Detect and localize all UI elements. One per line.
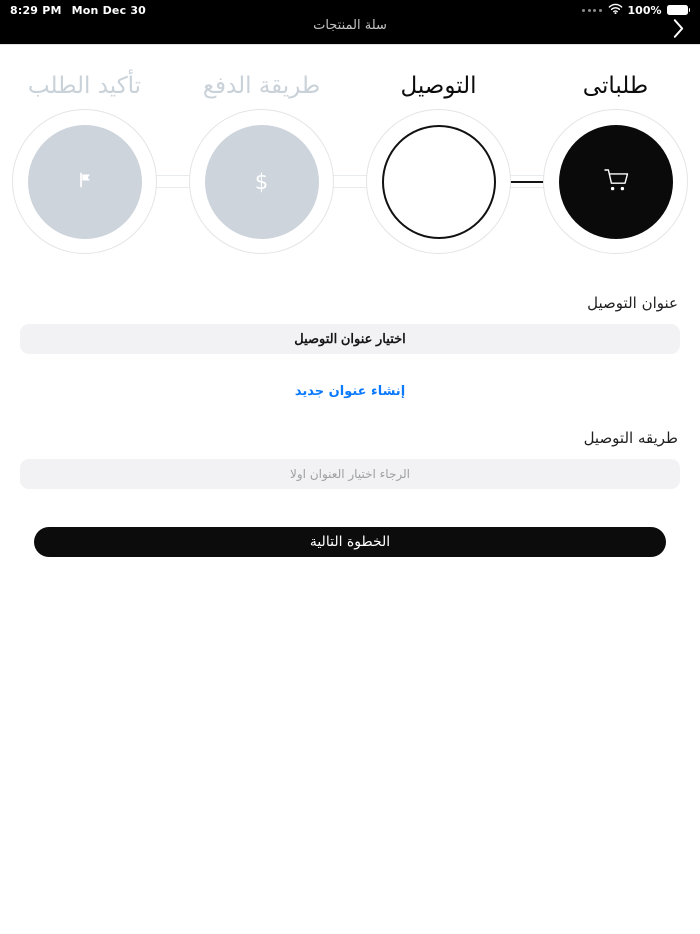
delivery-method-field — [20, 459, 680, 489]
battery-icon — [667, 5, 691, 15]
step-payment-method-circle — [205, 125, 319, 239]
delivery-method-label: طريقه التوصيل — [583, 429, 678, 447]
choose-address-button[interactable] — [20, 324, 680, 354]
choose-address-button-label: اختيار عنوان التوصيل — [294, 331, 406, 346]
step-my-orders[interactable] — [543, 63, 688, 254]
step-confirm-order-ring — [12, 109, 157, 254]
cellular-signal-icon — [582, 9, 602, 12]
status-indicators — [582, 3, 690, 17]
wifi-icon — [608, 3, 623, 17]
step-confirm-order-circle — [28, 125, 142, 239]
step-my-orders-ring — [543, 109, 688, 254]
cart-icon — [601, 167, 631, 197]
delivery-method-placeholder: الرجاء اختيار العنوان اولا — [290, 467, 410, 481]
status-time: 8:29 PM — [10, 3, 62, 17]
back-button[interactable] — [666, 17, 690, 43]
checkout-stepper — [0, 45, 700, 254]
step-my-orders-label: طلباتى — [582, 73, 649, 99]
nav-bar — [0, 16, 700, 44]
step-delivery[interactable] — [366, 63, 511, 254]
step-delivery-circle — [382, 125, 496, 239]
checkout-form — [0, 294, 700, 557]
next-step-button-label: الخطوة التالية — [309, 534, 391, 550]
step-my-orders-circle — [559, 125, 673, 239]
stepper-row — [12, 63, 688, 254]
chevron-forward-icon — [673, 18, 684, 42]
page-title: سلة المنتجات — [313, 18, 387, 33]
flag-icon — [76, 171, 94, 193]
step-payment-method-ring — [189, 109, 334, 254]
step-delivery-label: التوصيل — [400, 73, 477, 99]
status-date: Mon Dec 30 — [71, 3, 147, 17]
step-payment-method[interactable] — [189, 63, 334, 254]
status-time-date — [10, 4, 146, 17]
stepper-connector-active — [507, 175, 547, 188]
status-bar — [0, 0, 700, 17]
step-confirm-order[interactable] — [12, 63, 157, 254]
battery-percent: 100% — [627, 3, 662, 17]
stepper-connector — [153, 175, 193, 188]
step-confirm-order-label: تأكيد الطلب — [27, 73, 142, 99]
delivery-address-label: عنوان التوصيل — [587, 294, 678, 312]
step-payment-method-label: طريقة الدفع — [202, 73, 321, 99]
app-header — [0, 0, 700, 45]
dollar-icon: $ — [254, 169, 269, 194]
stepper-connector — [330, 175, 370, 188]
next-step-button[interactable] — [34, 527, 666, 557]
create-new-address-link[interactable]: إنشاء عنوان جديد — [294, 384, 406, 399]
step-delivery-ring — [366, 109, 511, 254]
